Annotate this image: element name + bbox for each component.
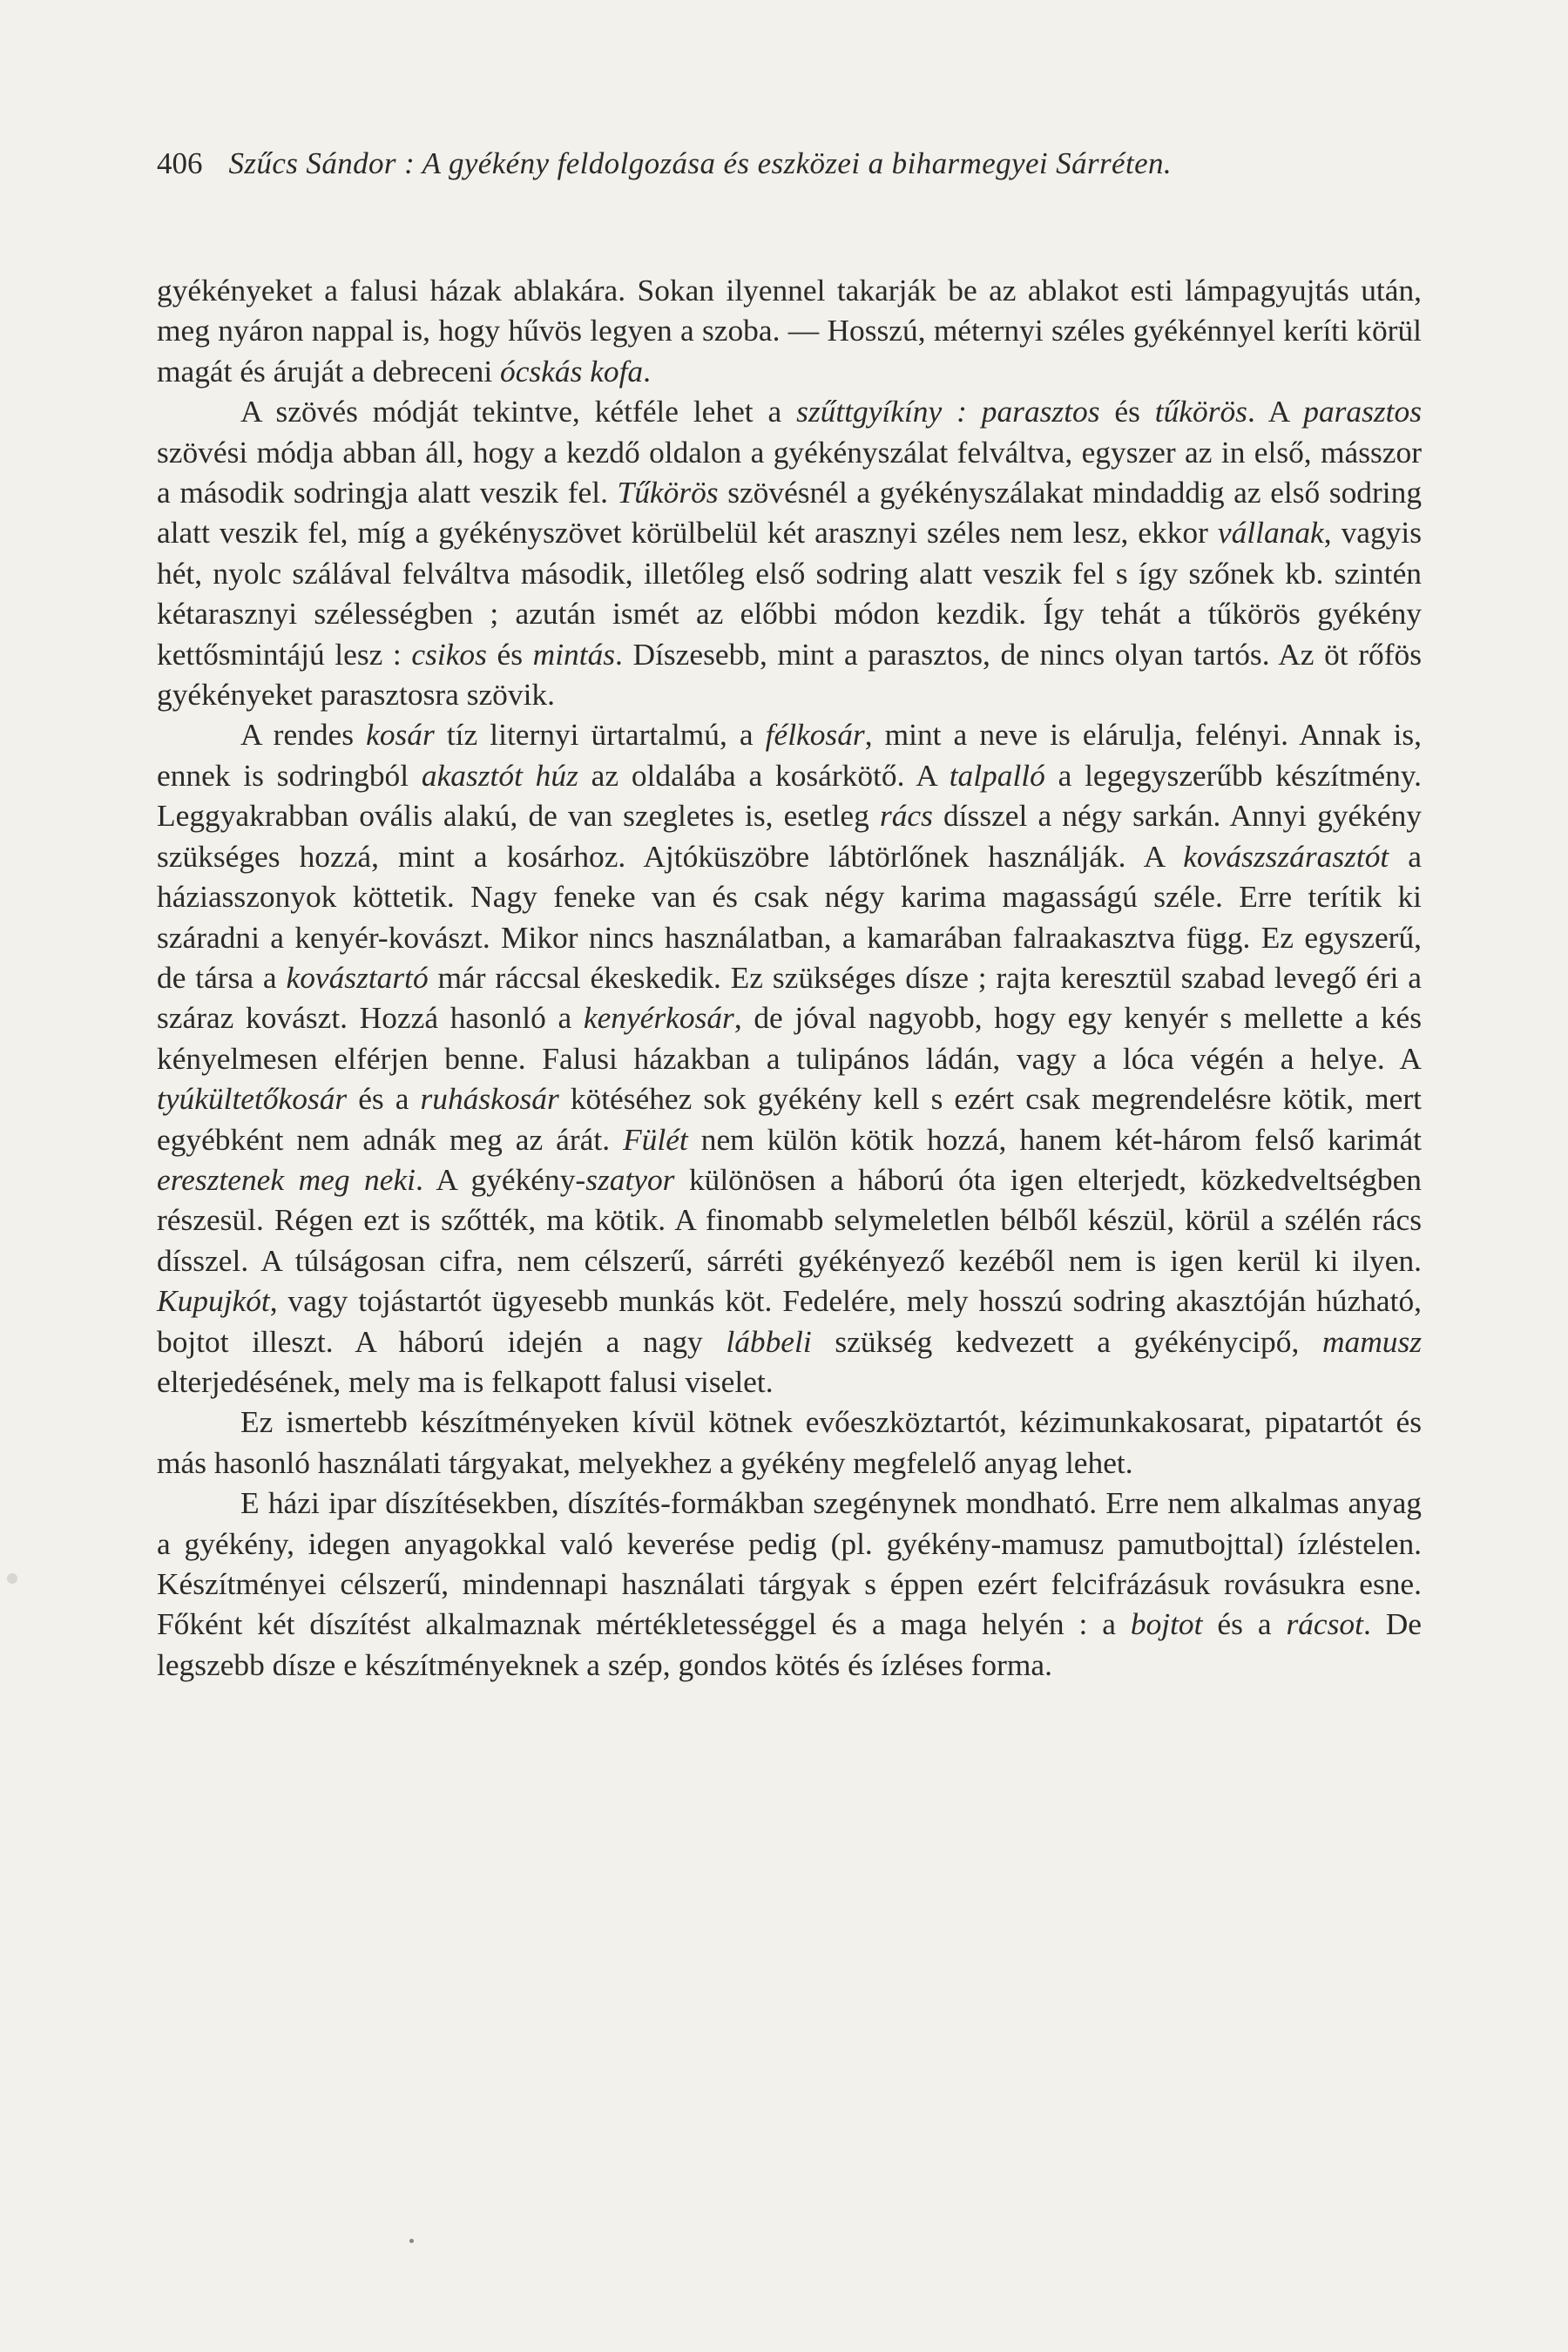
italic-term: kovászszárasztót — [1183, 838, 1389, 874]
running-title: Szűcs Sándor : A gyékény feldolgozása és eszközei a biharmegyei Sárréten. — [228, 146, 1173, 180]
text-run: kötéséhez sok gyékény kell s ezért csak megrendelésre kötik, mert egyébként nem adnák meg az árát. — [157, 1081, 1422, 1157]
text-run: és a — [1202, 1606, 1287, 1642]
text-run: . — [643, 353, 651, 389]
italic-term: kenyérkosár — [583, 1000, 734, 1036]
text-run: az oldalába a kosárkötő. A — [578, 757, 950, 793]
italic-term: szűttgyíkíny : parasztos — [796, 394, 1100, 429]
italic-term: ócskás kofa — [500, 353, 644, 389]
text-run: már ráccsal ékeskedik. Ez szükséges dísze ; rajta keresztül szabad levegő éri a száraz kovászt. Hozzá hasonló a — [157, 959, 1422, 1036]
text-run: Ez ismertebb készítményeken kívül kötnek evőeszköztartót, kézimunkakosarat, pipatartót és más hasonló használati tárgyakat, melyekhez a gyékény megfelelő anyag lehet. — [157, 1404, 1422, 1480]
text-run: tíz liternyi ürtartalmú, a — [434, 717, 766, 753]
text-run: , mint a neve is elárulja, felényi. Annak is, ennek is sodringból — [157, 717, 1422, 793]
italic-term: eresztenek meg neki — [157, 1161, 416, 1197]
text-run: szükség kedvezett a gyékénycipő, — [811, 1323, 1322, 1359]
italic-term: Tűkörös — [617, 475, 719, 510]
text-run: a háziasszonyok köttetik. Nagy feneke van és csak négy karima magasságú széle. Erre terítik ki száradni a kenyér-kovászt. Mikor nincs használatban, a kamarában falraakasztva függ. Ez egyszerű, de társa a — [157, 838, 1422, 995]
text-run: különösen a háború óta igen elterjedt, közkedveltségben részesül. Régen ezt is szőtték, ma kötik. A finomabb selymeletlen bélből készül, körül a szélén rács dísszel. A túlságosan cifra, nem célszerű, sárréti gyékényező kezéből nem is igen kerül ki ilyen. — [157, 1161, 1422, 1278]
italic-term: rácsot — [1286, 1606, 1363, 1642]
text-run: elterjedésének, mely ma is felkapott falusi viselet. — [157, 1363, 774, 1399]
text-run: . A — [1247, 394, 1304, 429]
italic-term: rács — [879, 798, 933, 834]
text-run: . Díszesebb, mint a parasztos, de nincs olyan tartós. Az öt rőfös gyékényeket parasztosra szövik. — [157, 636, 1422, 713]
italic-term: Fülét — [623, 1121, 688, 1157]
text-run: és — [1099, 394, 1155, 429]
text-run: nem külön kötik hozzá, hanem két-három felső karimát — [687, 1121, 1423, 1157]
text-run: E házi ipar díszítésekben, díszítés-formákban szegénynek mondható. Erre nem alkalmas anyag a gyékény, idegen anyagokkal való keverése pedig (pl. gyékény-mamusz pamutbojttal) ízléstelen. Készítményei célszerű, mindennapi használati tárgyak s éppen ezért felcifrázásuk rovásukra esne. Főként két díszítést alkalmaznak mértékletességgel és a maga helyén : a — [157, 1485, 1422, 1642]
italic-term: kosár — [366, 717, 435, 753]
italic-term: kovásztartó — [286, 959, 429, 995]
text-run: a legegyszerűbb készítmény. Leggyakrabban ovális alakú, de van szegletes is, esetleg — [157, 757, 1423, 834]
paragraph-2 — [157, 391, 1422, 714]
italic-term: szatyor — [585, 1161, 675, 1197]
page-number: 406 — [157, 146, 203, 180]
text-run: szövési módja abban áll, hogy a kezdő oldalon a gyékényszálat felváltva, egyszer az in első, másszor a második sodringja alatt veszik fel. — [157, 434, 1422, 510]
text-run: , vagyis hét, nyolc szálával felváltva második, illetőleg első sodring alatt veszik fel s így szőnek kb. szintén kétarasznyi szélességben ; azután ismét az előbbi módon kezdik. Így tehát a tűkörös gyékény kettősmintájú lesz : — [157, 515, 1422, 672]
text-run: . A gyékény- — [416, 1161, 586, 1197]
italic-term: lábbeli — [726, 1323, 812, 1359]
italic-term: tyúkültetőkosár — [157, 1081, 348, 1117]
paragraph-3 — [157, 714, 1422, 1402]
text-run: szövésnél a gyékényszálakat mindaddig az első sodring alatt veszik fel, míg a gyékényszövet körülbelül két arasznyi széles nem lesz, ekkor — [157, 475, 1423, 551]
paper-speck — [7, 1573, 17, 1584]
ink-dot — [409, 2239, 414, 2243]
text-run: A szövés módját tekintve, kétféle lehet a — [240, 394, 797, 429]
text-run: dísszel a négy sarkán. Annyi gyékény szükséges hozzá, mint a kosárhoz. Ajtóküszöbre lábtörlőnek használják. A — [157, 798, 1423, 874]
running-header — [157, 146, 1420, 181]
italic-term: akasztót húz — [421, 757, 578, 793]
italic-term: ruháskosár — [420, 1081, 559, 1117]
text-run: , de jóval nagyobb, hogy egy kenyér s mellette a kés kényelmesen elférjen benne. Falusi házakban a tulipános ládán, vagy a lóca végén a helye. A — [157, 1000, 1423, 1076]
text-run: A rendes — [240, 717, 367, 753]
italic-term: mintás — [532, 636, 616, 672]
italic-term: csikos — [411, 636, 487, 672]
paragraph-4 — [157, 1402, 1422, 1483]
text-run: gyékényeket a falusi házak ablakára. Sokan ilyennel takarják be az ablakot esti lámpagyujtás után, meg nyáron nappal is, hogy hűvös legyen a szoba. — Hosszú, méternyi széles gyékénnyel keríti körül magát és áruját a debreceni — [157, 273, 1422, 389]
italic-term: félkosár — [765, 717, 865, 753]
italic-term: Kupujkót — [157, 1283, 270, 1319]
article-body — [157, 270, 1422, 1685]
text-run: . De legszebb dísze e készítményeknek a szép, gondos kötés és ízléses forma. — [157, 1606, 1423, 1682]
paragraph-5 — [157, 1483, 1422, 1685]
italic-term: talpalló — [949, 757, 1045, 793]
text-run: és a — [347, 1081, 421, 1117]
text-run: , vagy tojástartót ügyesebb munkás köt. Fedelére, mely hosszú sodring akasztóján húzható, bojtot illeszt. A háború idején a nagy — [157, 1283, 1422, 1359]
italic-term: parasztos — [1303, 394, 1422, 429]
paragraph-1 — [157, 270, 1422, 391]
italic-term: tűkörös — [1154, 394, 1247, 429]
italic-term: vállanak — [1217, 515, 1324, 551]
text-run: és — [486, 636, 533, 672]
italic-term: bojtot — [1130, 1606, 1203, 1642]
italic-term: mamusz — [1321, 1323, 1422, 1359]
